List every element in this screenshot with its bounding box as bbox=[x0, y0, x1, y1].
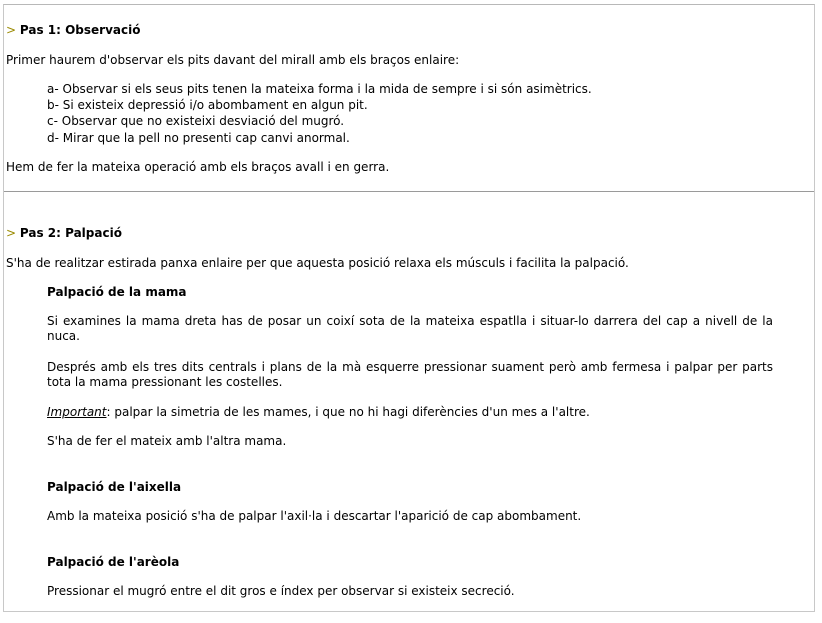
step2-title: Pas 2: Palpació bbox=[19, 226, 122, 240]
step2-heading bbox=[6, 226, 122, 241]
important-text: : palpar la simetria de les mames, i que no hi hagi diferències d'un mes a l'altre. bbox=[106, 405, 590, 419]
mama-subtitle: Palpació de la mama bbox=[47, 285, 187, 299]
step1-item-b: b- Si existeix depressió i/o abombament en algun pit. bbox=[47, 98, 368, 112]
mama-paragraph-2: Després amb els tres dits centrals i plans de la mà esquerre pressionar suament però amb fermesa i palpar per parts tota la mama pressionant les costelles. bbox=[47, 360, 773, 389]
mama-paragraph-4: S'ha de fer el mateix amb l'altra mama. bbox=[47, 434, 287, 448]
step1-arrow-icon: > bbox=[6, 23, 17, 37]
mama-paragraph-1: Si examines la mama dreta has de posar un coixí sota de la mateixa espatlla i situar-lo darrera del cap a nivell de la nuca. bbox=[47, 314, 773, 343]
step2-arrow-icon: > bbox=[6, 226, 17, 240]
step1-intro: Primer haurem d'observar els pits davant del mirall amb els braços enlaire: bbox=[6, 53, 460, 67]
important-label: Important bbox=[47, 405, 107, 419]
step1-item-d: d- Mirar que la pell no presenti cap canvi anormal. bbox=[47, 131, 350, 145]
section-divider bbox=[4, 191, 814, 192]
step1-closing: Hem de fer la mateixa operació amb els braços avall i en gerra. bbox=[6, 160, 390, 174]
mama-important bbox=[47, 405, 590, 420]
step1-item-a: a- Observar si els seus pits tenen la mateixa forma i la mida de sempre i si són asimètrics. bbox=[47, 82, 592, 96]
document-page bbox=[3, 4, 815, 612]
aixella-text: Amb la mateixa posició s'ha de palpar l'axil·la i descartar l'aparició de cap abombament. bbox=[47, 509, 582, 523]
step2-intro: S'ha de realitzar estirada panxa enlaire per que aquesta posició relaxa els músculs i facilita la palpació. bbox=[6, 256, 629, 270]
step1-title: Pas 1: Observació bbox=[19, 23, 141, 37]
step1-item-c: c- Observar que no existeixi desviació del mugró. bbox=[47, 114, 345, 128]
areola-subtitle: Palpació de l'arèola bbox=[47, 555, 180, 569]
step1-heading bbox=[6, 23, 141, 38]
aixella-subtitle: Palpació de l'aixella bbox=[47, 480, 182, 494]
areola-text: Pressionar el mugró entre el dit gros e índex per observar si existeix secreció. bbox=[47, 584, 515, 598]
